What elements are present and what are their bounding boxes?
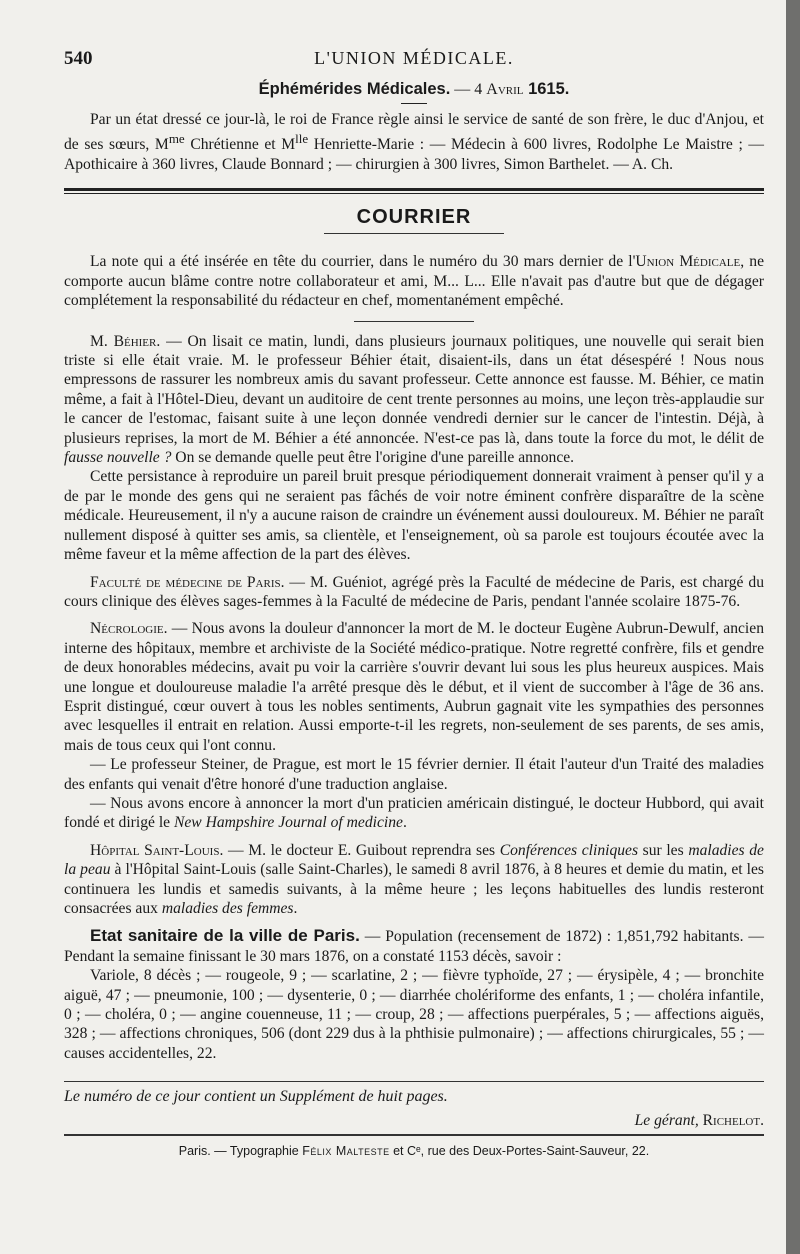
divider <box>354 321 474 322</box>
courrier-note: La note qui a été insérée en tête du courrier, dans le numéro du 30 mars dernier de l'Union Médicale, ne comporte aucun blâme contre notre collaborateur et ami, M... L... Elle n'avait pas d'autre but que de dégager complétement la responsabilité du rédacteur en chef, momentanément empêché. <box>64 253 764 310</box>
divider <box>401 103 427 104</box>
etat-sanitaire-paragraph: Etat sanitaire de la ville de Paris. — Population (recensement de 1872) : 1,851,792 habitants. — Pendant la semaine finissant le 30 mars 1876, on a constaté 1153 décès, savoir : <box>64 926 765 965</box>
scan-edge <box>786 0 800 1254</box>
necrologie-paragraph-1: Nécrologie. — Nous avons la douleur d'annoncer la mort de M. le docteur Eugène Aubrun-Dewulf, ancien interne des hôpitaux, membre et archiviste de la Société médico-pratique. Notre regretté confrère, fils et gendre de deux honorables médecins, avait pu voir la carrière s'ouvrir devant lui sous les plus heureux auspices. Mais une longue et douloureuse maladie l'a arrêté presque dès le début, et il vient de succomber à l'âge de 36 ans. Esprit distingué, cœur ouvert à tous les nobles sentiments, Aubrun gagnait vite les sympathies des personnes avec lesquelles il entrait en relation. Aussi emporte-t-il les regrets, non-seulement de ses parents, de ses amis, mais de tous ceux qui l'ont connu. <box>64 620 764 754</box>
behier-paragraph-2: Cette persistance à reproduire un pareil bruit presque périodiquement donnerait vraiment à penser qu'il y a de par le monde des gens qui ne seraient pas fâchés de voir notre éminent confrère disparaître de la scène médicale. Heureusement, il n'y a aucune raison de craindre un événement aussi douloureux. M. Béhier ne paraît nullement disposé à quitter ses amis, sa clientèle, et l'enseignement, où sa parole est toujours écoutée avec la même faveur et la même affection de la part des élèves. <box>64 468 764 564</box>
page-header <box>64 40 764 76</box>
ephemerides-text: Par un état dressé ce jour-là, le roi de France règle ainsi le service de santé de son frère, le duc d'Anjou, et de ses sœurs, $M^{me}$ Chrétienne et $M^{lle}$ Henriette-Marie : — Médecin à 600 livres, Rodolphe Le Maistre ; — Apothicaire à 360 livres, Claude Bonnard ; — chirurgien à 300 livres, Simon Barthelet. — A. Ch. <box>64 111 765 173</box>
courrier-title: COURRIER <box>64 206 764 234</box>
running-title: L'UNION MÉDICALE. <box>314 48 514 68</box>
ephemerides-title: Éphémérides Médicales. <box>258 80 451 98</box>
hopital-paragraph: Hôpital Saint-Louis. — M. le docteur E. Guibout reprendra ses Conférences cliniques sur les maladies de la peau à l'Hôpital Saint-Louis (salle Saint-Charles), le samedi 8 avril 1876, à 8 heures et demie du matin, et les continuera les lundis et samedis suivants, à la même heure ; les leçons habituelles des lundis resteront consacrées aux maladies des femmes. <box>64 841 765 917</box>
section-divider <box>64 188 764 194</box>
faculte-paragraph: Faculté de médecine de Paris. — M. Guéniot, agrégé près la Faculté de médecine de Paris, est chargé du cours clinique des élèves sages-femmes à la Faculté de médecine de Paris, pendant l'année scolaire 1875-76. <box>64 573 764 610</box>
printer-line: Paris. — Typographie Félix Malteste et Cᵉ, rue des Deux-Portes-Saint-Sauveur, 22. <box>178 1144 650 1159</box>
behier-paragraph-1: M. Béhier. — On lisait ce matin, lundi, dans plusieurs journaux politiques, une nouvelle qui serait bien triste si elle était vraie. M. le professeur Béhier était, disaient-ils, dans un état désespéré ! Nous nous empressons de rassurer les nombreux amis du savant professeur. Cette annonce est fausse. M. Béhier, ce matin même, a fait à l'Hôtel-Dieu, devant un auditoire de cent trente personnes au moins, une leçon très-applaudie sur le cancer de l'estomac, faisant suite à une leçon donnée vendredi dernier sur le cancer de l'intestin. Déjà, à plusieurs reprises, la mort de M. Béhier a été annoncée. N'est-ce pas là, dans toute la force du mot, le délit de fausse nouvelle ? On se demande quelle peut être l'origine d'une pareille annonce. <box>64 332 764 467</box>
necrologie-paragraph-3: — Nous avons encore à annoncer la mort d'un praticien américain distingué, le docteur Hubbord, qui avait fondé et dirigé le New Hampshire Journal of medicine. <box>64 794 764 832</box>
etat-sanitaire-details: Variole, 8 décès ; — rougeole, 9 ; — scarlatine, 2 ; — fièvre typhoïde, 27 ; — érysipèle, 4 ; — bronchite aiguë, 47 ; — pneumonie, 100 ; — dysenterie, 0 ; — diarrhée cholériforme des enfants, 1 ; — choléra infantile, 0 ; — choléra, 0 ; — angine couenneuse, 11 ; — croup, 28 ; — affections puerpérales, 5 ; — affections aiguës, 328 ; — affections chroniques, 506 (dont 229 dus à la phthisie pulmonaire) ; — affections chirurgicales, 55 ; — causes accidentelles, 22. <box>64 967 764 1062</box>
gerant-signature: Le gérant, Richelot. <box>64 1112 764 1136</box>
ephemerides-heading: Éphémérides Médicales. — 4 Avril 1615. <box>258 80 570 98</box>
necrologie-paragraph-2: — Le professeur Steiner, de Prague, est mort le 15 février dernier. Il était l'auteur d'un Traité des maladies des enfants qui venait d'être honoré d'une traduction anglaise. <box>64 756 764 793</box>
text-column <box>64 40 764 1158</box>
page-number: 540 <box>64 48 93 69</box>
supplement-note: Le numéro de ce jour contient un Supplément de huit pages. <box>64 1081 764 1106</box>
